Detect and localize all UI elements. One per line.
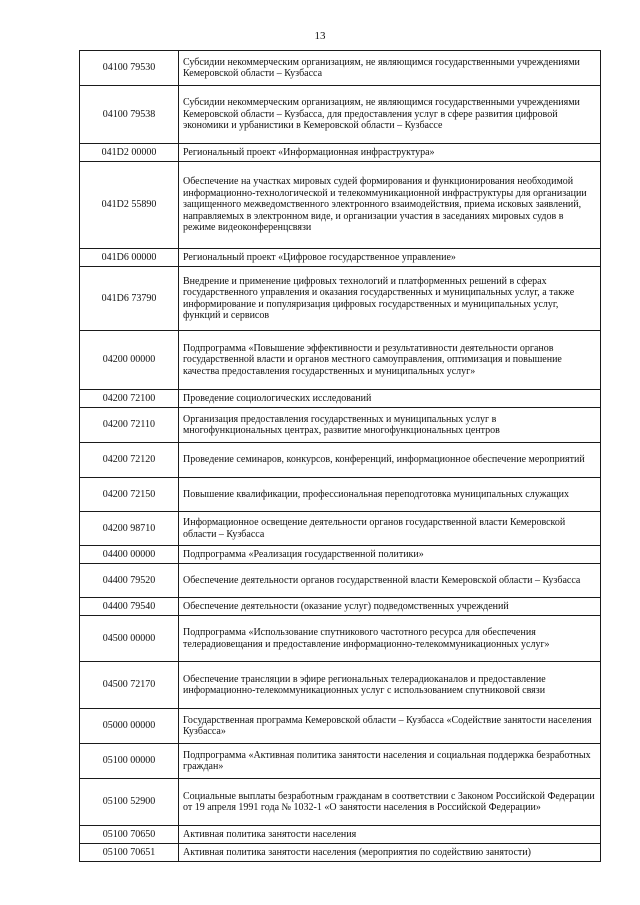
row-description: Обеспечение на участках мировых судей формирования и функционирования необходимой информационно-технологической и телекоммуникационной инфраструктуры для организации защищенного межведомственного электронного взаимодействия, приема исковых заявлений, направляемых в электронном виде, и организации участия в заседаниях мировых судов в режиме видеоконференцсвязи: [179, 162, 601, 249]
table-row: [80, 331, 601, 390]
row-description: Повышение квалификации, профессиональная переподготовка муниципальных служащих: [179, 478, 601, 512]
table-row: [80, 779, 601, 826]
row-description: Подпрограмма «Активная политика занятости населения и социальная поддержка безработных граждан»: [179, 744, 601, 779]
row-code: 04200 72150: [80, 478, 179, 512]
row-description: Субсидии некоммерческим организациям, не являющимся государственными учреждениями Кемеровской области – Кузбасса, для предоставления услуг в сфере развития цифровой экономики и урбанистики в Кемеровской области – Кузбассе: [179, 86, 601, 144]
table-row: [80, 478, 601, 512]
row-code: 04500 72170: [80, 662, 179, 709]
row-code: 041D6 00000: [80, 249, 179, 267]
table-row: [80, 512, 601, 546]
row-description: Социальные выплаты безработным гражданам в соответствии с Законом Российской Федерации от 19 апреля 1991 года № 1032-1 «О занятости населения в Российской Федерации»: [179, 779, 601, 826]
row-description: Подпрограмма «Использование спутникового частотного ресурса для обеспечения телерадиовещания и предоставление информационно-телекоммуникационных услуг»: [179, 616, 601, 662]
table-row: [80, 744, 601, 779]
row-description: Государственная программа Кемеровской области – Кузбасса «Содействие занятости населения Кузбасса»: [179, 709, 601, 744]
table-row: [80, 390, 601, 408]
row-description: Организация предоставления государственных и муниципальных услуг в многофункциональных центрах, развитие многофункциональных центров: [179, 408, 601, 443]
row-code: 041D2 55890: [80, 162, 179, 249]
row-code: 04100 79538: [80, 86, 179, 144]
table-row: [80, 144, 601, 162]
row-code: 04200 72110: [80, 408, 179, 443]
table-row: [80, 844, 601, 862]
page-number: 13: [314, 30, 326, 42]
row-code: 05100 70651: [80, 844, 179, 862]
table-row: [80, 564, 601, 598]
row-description: Внедрение и применение цифровых технологий и платформенных решений в сферах государственного управления и оказания государственных и муниципальных услуг, а также информирование и популяризация цифровых государственных и муниципальных услуг, функций и сервисов: [179, 267, 601, 331]
row-code: 04400 00000: [80, 546, 179, 564]
table-row: [80, 546, 601, 564]
table-row: [80, 709, 601, 744]
row-description: Подпрограмма «Реализация государственной политики»: [179, 546, 601, 564]
row-code: 05000 00000: [80, 709, 179, 744]
row-code: 04200 72120: [80, 443, 179, 478]
row-code: 04200 98710: [80, 512, 179, 546]
row-description: Информационное освещение деятельности органов государственной власти Кемеровской области – Кузбасса: [179, 512, 601, 546]
table-row: [80, 826, 601, 844]
table-row: [80, 86, 601, 144]
row-code: 05100 70650: [80, 826, 179, 844]
row-code: 05100 00000: [80, 744, 179, 779]
table-row: [80, 249, 601, 267]
row-code: 04200 72100: [80, 390, 179, 408]
row-code: 04200 00000: [80, 331, 179, 390]
row-code: 04400 79540: [80, 598, 179, 616]
row-code: 041D2 00000: [80, 144, 179, 162]
table-row: [80, 267, 601, 331]
row-code: 04500 00000: [80, 616, 179, 662]
row-code: 04100 79530: [80, 51, 179, 86]
table-row: [80, 616, 601, 662]
table-row: [80, 51, 601, 86]
row-description: Активная политика занятости населения: [179, 826, 601, 844]
row-description: Обеспечение деятельности органов государственной власти Кемеровской области – Кузбасса: [179, 564, 601, 598]
row-description: Региональный проект «Цифровое государственное управление»: [179, 249, 601, 267]
table-row: [80, 662, 601, 709]
table-row: [80, 443, 601, 478]
row-description: Проведение семинаров, конкурсов, конференций, информационное обеспечение мероприятий: [179, 443, 601, 478]
row-code: 05100 52900: [80, 779, 179, 826]
row-description: Подпрограмма «Повышение эффективности и результативности деятельности органов государственной власти и органов местного самоуправления, оптимизация и повышение качества предоставления государственных и муниципальных услуг»: [179, 331, 601, 390]
budget-classification-table: [79, 50, 601, 862]
row-description: Обеспечение трансляции в эфире региональных телерадиоканалов и предоставление информационно-телекоммуникационных услуг с использованием спутниковой связи: [179, 662, 601, 709]
row-description: Региональный проект «Информационная инфраструктура»: [179, 144, 601, 162]
row-code: 041D6 73790: [80, 267, 179, 331]
row-description: Субсидии некоммерческим организациям, не являющимся государственными учреждениями Кемеровской области – Кузбасса: [179, 51, 601, 86]
table-row: [80, 408, 601, 443]
table-row: [80, 598, 601, 616]
table-row: [80, 162, 601, 249]
row-description: Проведение социологических исследований: [179, 390, 601, 408]
row-description: Активная политика занятости населения (мероприятия по содействию занятости): [179, 844, 601, 862]
row-description: Обеспечение деятельности (оказание услуг) подведомственных учреждений: [179, 598, 601, 616]
row-code: 04400 79520: [80, 564, 179, 598]
